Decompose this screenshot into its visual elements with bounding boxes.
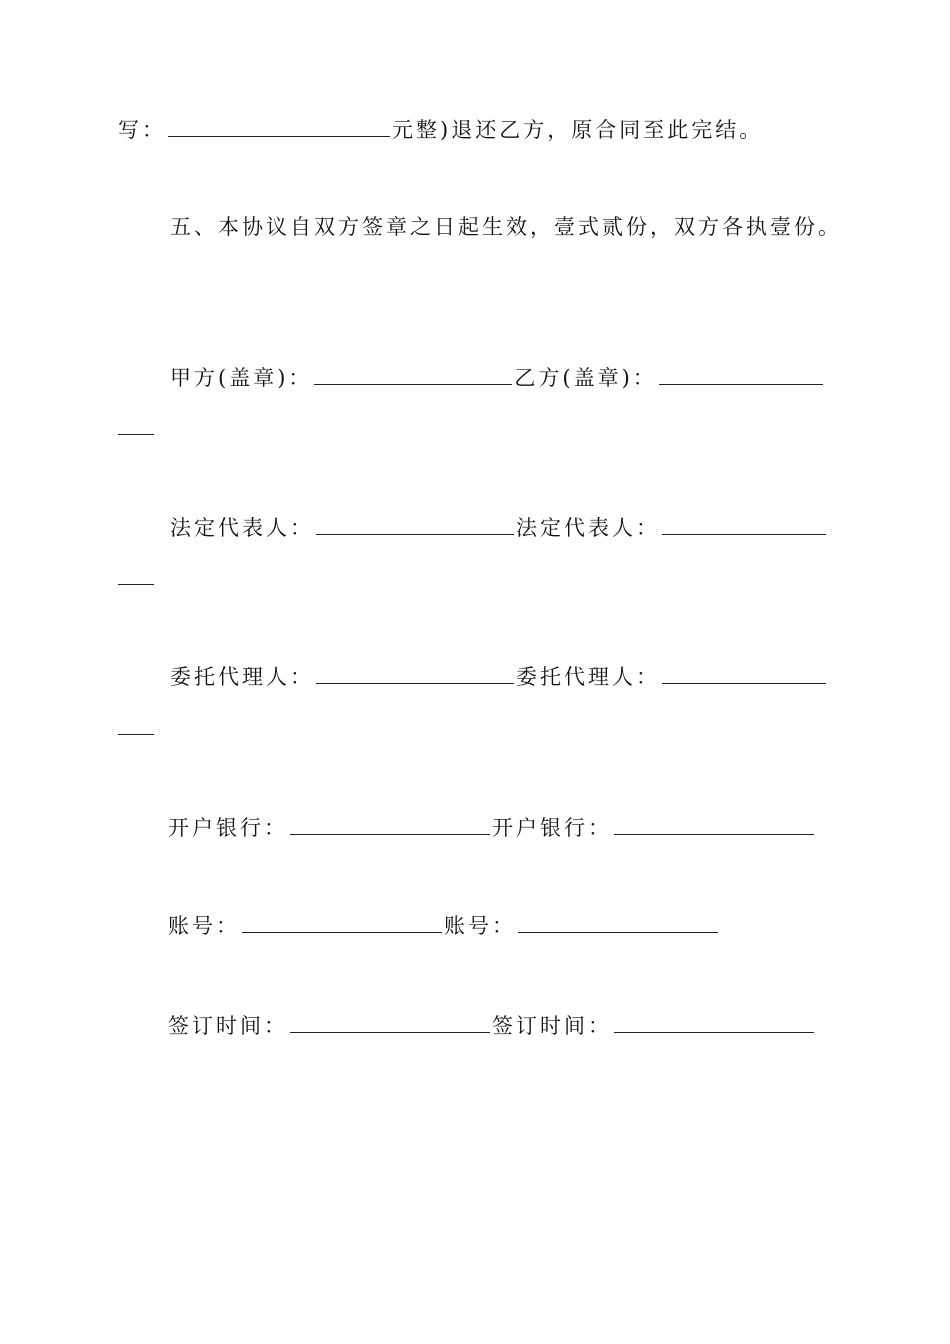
legal-rep-b-blank[interactable] — [662, 512, 826, 535]
agent-a-blank[interactable] — [316, 661, 514, 684]
agent-a-label: 委托代理人： — [170, 665, 314, 689]
sign-time-a-label: 签订时间： — [168, 1014, 288, 1038]
account-row — [168, 910, 720, 940]
account-a-blank[interactable] — [242, 910, 442, 933]
party-b-seal-label: 乙方(盖章)： — [514, 366, 657, 390]
sign-time-row — [168, 1010, 816, 1040]
legal-rep-row — [170, 512, 828, 542]
agent-b-label: 委托代理人： — [516, 665, 660, 689]
clause-five — [170, 212, 842, 242]
agent-b-blank[interactable] — [662, 661, 826, 684]
sign-time-b-label: 签订时间： — [492, 1014, 612, 1038]
legal-rep-row-tail — [118, 583, 154, 585]
agent-row — [170, 661, 828, 691]
legal-rep-a-label: 法定代表人： — [170, 516, 314, 540]
party-b-seal-blank[interactable] — [659, 362, 823, 385]
sign-time-b-blank[interactable] — [614, 1010, 814, 1033]
party-a-seal-label: 甲方(盖章)： — [170, 366, 313, 390]
bank-b-blank[interactable] — [614, 812, 814, 835]
seal-row-tail — [118, 433, 154, 435]
party-a-seal-blank[interactable] — [314, 362, 512, 385]
seal-row — [170, 362, 825, 392]
bank-b-label: 开户银行： — [492, 816, 612, 840]
refund-line — [118, 114, 763, 144]
refund-suffix: 元整)退还乙方，原合同至此完结。 — [392, 118, 764, 142]
account-a-label: 账号： — [168, 914, 240, 938]
legal-rep-a-blank[interactable] — [316, 512, 514, 535]
bank-row — [168, 812, 816, 842]
amount-blank[interactable] — [168, 114, 390, 137]
account-b-label: 账号： — [444, 914, 516, 938]
agent-row-tail — [118, 733, 154, 735]
sign-time-a-blank[interactable] — [290, 1010, 490, 1033]
refund-prefix: 写： — [118, 118, 166, 142]
legal-rep-b-label: 法定代表人： — [516, 516, 660, 540]
account-b-blank[interactable] — [518, 910, 718, 933]
bank-a-label: 开户银行： — [168, 816, 288, 840]
bank-a-blank[interactable] — [290, 812, 490, 835]
clause-five-text: 五、本协议自双方签章之日起生效，壹式贰份，双方各执壹份。 — [170, 215, 842, 239]
